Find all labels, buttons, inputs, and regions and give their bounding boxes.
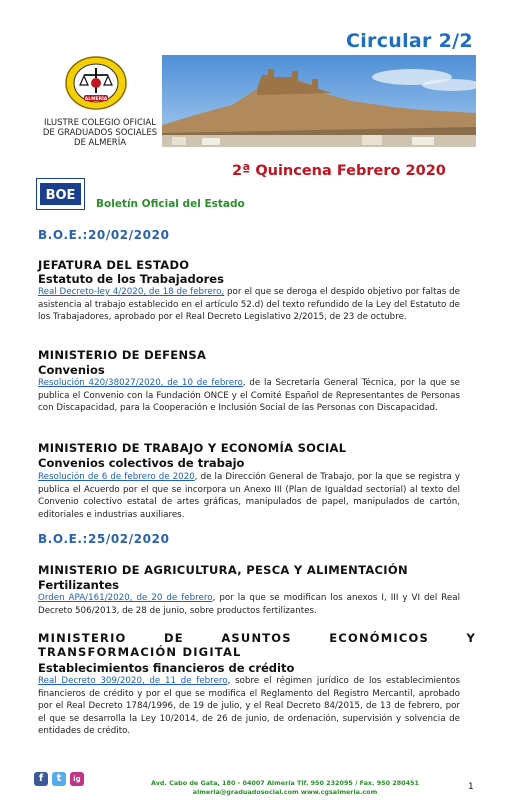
entry-paragraph [38,286,460,324]
subject-heading: Convenios colectivos de trabajo [38,456,245,470]
boe-link[interactable]: Resolución 420/38027/2020, de 10 de febrero [38,378,243,388]
footer-address: Avd. Cabo de Gata, 180 - 04007 Almería Tlf. 950 232095 / Fax. 950 280451 [151,779,419,787]
college-name [30,118,170,148]
entry-paragraph [38,377,460,415]
boe-date-2: B.O.E.:25/02/2020 [38,532,170,546]
footer-contact [130,779,440,797]
college-logo [64,55,128,111]
boe-link[interactable]: Orden APA/161/2020, de 20 de febrero [38,593,213,603]
boe-link[interactable]: Resolución de 6 de febrero de 2020 [38,472,195,482]
entry-paragraph [38,592,460,617]
boe-logo-text: BOE [45,188,76,203]
ministry-heading: MINISTERIO DE TRABAJO Y ECONOMÍA SOCIAL [38,441,347,455]
boe-date-1: B.O.E.:20/02/2020 [38,228,170,242]
ministry-line-2: TRANSFORMACIÓN DIGITAL [38,645,242,659]
entry-text: , de la Dirección General de Trabajo, por la que se registra y publica el Acuerdo por el que se incorpora un Anexo III (Plan de Igualdad sectorial) al texto del Convenio colectivo estatal de artes gráficas, manipulados de papel, manipulados de cartón, editoriales e industrias auxiliares. [38,472,460,520]
ministry-heading: MINISTERIO DE AGRICULTURA, PESCA Y ALIMENTACIÓN [38,563,408,577]
logo-text: ALMERÍA [84,97,108,102]
boe-link[interactable]: Real Decreto 309/2020, de 11 de febrero [38,676,228,686]
instagram-icon[interactable]: ig [70,772,84,786]
subject-heading: Estatuto de los Trabajadores [38,272,224,286]
quincena-title: 2ª Quincena Febrero 2020 [232,163,446,179]
ministry-line-1: MINISTERIO DE ASUNTOS ECONÓMICOS Y [38,631,476,645]
entry-text: , sobre el régimen jurídico de los establecimientos financieros de crédito y por el que se modifica el Reglamento del Registro Mercantil, aprobado por el Real Decreto 1784/1996, de 19 de julio, y el Real Decreto 84/2015, de 13 de febrero, por el que se desarrolla la Ley 10/2014, de 26 de junio, de ordenación, supervisión y solvencia de entidades de crédito. [38,676,460,736]
boe-logo [36,178,85,210]
footer-web: almeria@graduadosocial.com www.cgsalmeria.com [192,788,378,796]
college-line-2: DE GRADUADOS SOCIALES [42,128,158,138]
entry-text: , por la que se modifican los anexos I, III y VI del Real Decreto 506/2013, de 28 de junio, sobre productos fertilizantes. [38,593,460,616]
facebook-icon[interactable]: f [34,772,48,786]
twitter-icon[interactable]: t [52,772,66,786]
entry-paragraph [38,675,460,738]
boe-link[interactable]: Real Decreto-ley 4/2020, de 18 de febrero, [38,287,225,297]
entry-text: , de la Secretaría General Técnica, por la que se publica el Convenio con la Fundación ONCE y el Comité Español de Representantes de Personas con Discapacidad, para la Cooperación e Inclusión Social de las Personas con Discapacidad. [38,378,460,413]
entry-text: por el que se deroga el despido objetivo por faltas de asistencia al trabajo establecido en el artículo 52.d) del texto refundido de la Ley del Estatuto de los Trabajadores, aprobado por el Real Decreto Legislativo 2/2015, de 23 de octubre. [38,287,460,322]
ministry-heading [38,631,476,659]
subject-heading: Fertilizantes [38,578,119,592]
page-number: 1 [468,782,474,792]
ministry-heading: MINISTERIO DE DEFENSA [38,348,207,362]
college-line-1: ILUSTRE COLEGIO OFICIAL [44,118,156,128]
college-line-3: DE ALMERÍA [73,138,127,148]
entry-paragraph [38,471,460,521]
boe-title: Boletín Oficial del Estado [96,198,245,210]
subject-heading: Convenios [38,363,105,377]
ministry-heading: JEFATURA DEL ESTADO [38,258,190,272]
subject-heading: Establecimientos financieros de crédito [38,661,295,675]
circular-title: Circular 2/2 [346,30,473,52]
alcazaba-photo [162,55,476,147]
